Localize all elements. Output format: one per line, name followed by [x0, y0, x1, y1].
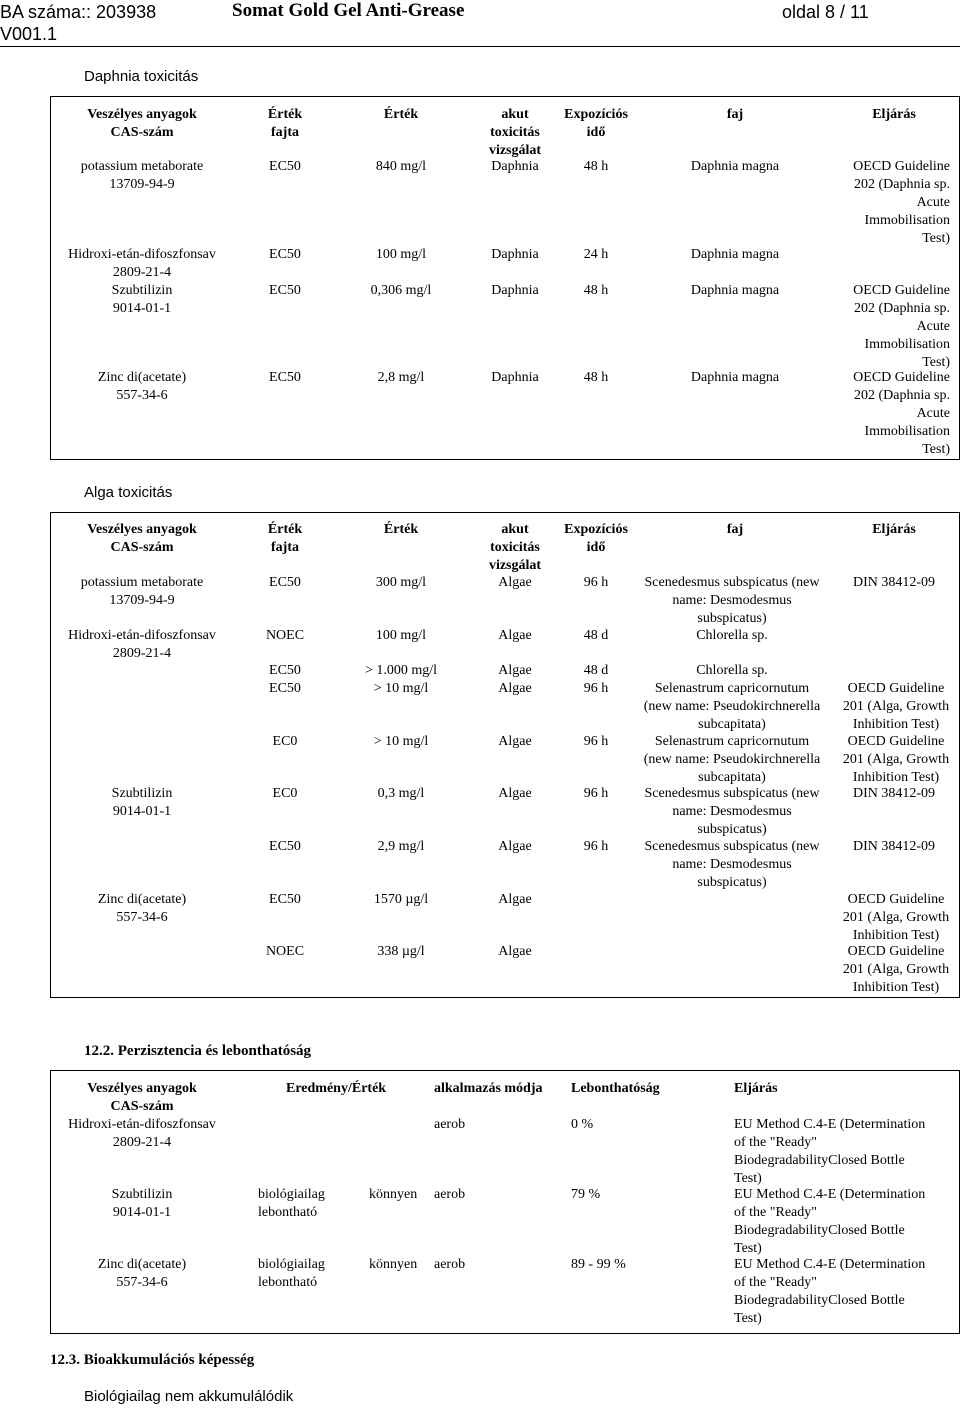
persistence-row-2-result-c: lebontható [258, 1205, 318, 1220]
daphnia-row-1-exposure: 48 h [583, 159, 609, 174]
bioaccumulation-text: Biológiailag nem akkumulálódik [84, 1388, 294, 1405]
daphnia-row-4-species: Daphnia magna [690, 370, 780, 385]
alga-row-7-value: 2,9 mg/l [377, 839, 425, 854]
persistence-row-1-degradability: 0 % [571, 1117, 594, 1132]
alga-row-7-test: Algae [498, 839, 532, 854]
alga-row-4-exposure: 96 h [583, 681, 609, 696]
alga-row-7-type: EC50 [269, 839, 301, 854]
daphnia-row-1-species: Daphnia magna [690, 159, 780, 174]
page-number: oldal 8 / 11 [782, 2, 869, 22]
daphnia-row-2-value: 100 mg/l [375, 247, 427, 262]
bioaccumulation-title: 12.3. Bioakkumulációs képesség [50, 1352, 255, 1368]
daphnia-row-2-exposure: 24 h [583, 247, 609, 262]
alga-row-4-method: OECD Guideline 201 (Alga, Growth Inhibition Test) [842, 681, 950, 732]
alga-header-substance: Veszélyes anyagok CAS-szám [87, 522, 197, 555]
daphnia-row-3-test: Daphnia [491, 283, 539, 298]
alga-header-method: Eljárás [872, 522, 916, 537]
daphnia-row-4-value: 2,8 mg/l [377, 370, 425, 385]
alga-row-6-exposure: 96 h [583, 786, 609, 801]
alga-row-1-type: EC50 [269, 575, 301, 590]
daphnia-row-1-value: 840 mg/l [375, 159, 427, 174]
alga-row-9-test: Algae [498, 944, 532, 959]
daphnia-substance-4: Zinc di(acetate) 557-34-6 [97, 370, 187, 403]
persistence-substance-3: Zinc di(acetate) 557-34-6 [97, 1257, 187, 1290]
alga-row-5-method: OECD Guideline 201 (Alga, Growth Inhibition Test) [842, 734, 950, 785]
alga-row-7-species: Scenedesmus subspicatus (new name: Desmodesmus subspicatus) [644, 839, 820, 890]
alga-row-3-type: EC50 [269, 663, 301, 678]
alga-row-2-test: Algae [498, 628, 532, 643]
alga-row-6-type: EC0 [272, 786, 298, 801]
document-version: V001.1 [0, 24, 58, 44]
persistence-title: 12.2. Perzisztencia és lebonthatóság [84, 1043, 312, 1059]
alga-row-4-type: EC50 [269, 681, 301, 696]
alga-header-value-type: Érték fajta [267, 522, 303, 555]
alga-header-value: Érték [383, 522, 419, 537]
daphnia-header-value: Érték [383, 107, 419, 122]
daphnia-header-value-type: Érték fajta [267, 107, 303, 140]
alga-row-9-value: 338 µg/l [377, 944, 425, 959]
alga-row-7-exposure: 96 h [583, 839, 609, 854]
alga-substance-2: Hidroxi-etán-difoszfonsav 2809-21-4 [68, 628, 216, 661]
persistence-row-2-result-a: biológiailag [258, 1187, 325, 1202]
alga-row-5-type: EC0 [272, 734, 298, 749]
daphnia-row-4-method: OECD Guideline 202 (Daphnia sp. Acute Immobilisation Test) [853, 370, 950, 457]
daphnia-row-4-type: EC50 [269, 370, 301, 385]
alga-row-8-value: 1570 µg/l [373, 892, 429, 907]
daphnia-row-3-value: 0,306 mg/l [370, 283, 432, 298]
alga-row-8-test: Algae [498, 892, 532, 907]
persistence-row-2-result-b: könnyen [369, 1187, 418, 1202]
alga-row-4-test: Algae [498, 681, 532, 696]
persistence-row-2-degradability: 79 % [571, 1187, 601, 1202]
daphnia-row-3-species: Daphnia magna [690, 283, 780, 298]
alga-row-1-test: Algae [498, 575, 532, 590]
document-id: BA száma:: 203938 [0, 2, 157, 22]
alga-substance-3: Szubtilizin 9014-01-1 [111, 786, 173, 819]
alga-substance-4: Zinc di(acetate) 557-34-6 [97, 892, 187, 925]
daphnia-row-4-exposure: 48 h [583, 370, 609, 385]
persistence-header-degradability: Lebonthatóság [571, 1081, 660, 1096]
alga-row-8-type: EC50 [269, 892, 301, 907]
daphnia-title: Daphnia toxicitás [84, 68, 199, 85]
alga-header-test: akut toxicitás vizsgálat [488, 522, 542, 573]
daphnia-substance-3: Szubtilizin 9014-01-1 [111, 283, 173, 316]
alga-row-8-method: OECD Guideline 201 (Alga, Growth Inhibition Test) [842, 892, 950, 943]
alga-title: Alga toxicitás [84, 484, 173, 501]
persistence-header-application: alkalmazás módja [434, 1081, 543, 1096]
alga-row-3-test: Algae [498, 663, 532, 678]
alga-row-4-species: Selenastrum capricornutum (new name: Pseudokirchnerella subcapitata) [643, 681, 821, 732]
persistence-row-3-result-b: könnyen [369, 1257, 418, 1272]
persistence-header-substance: Veszélyes anyagok CAS-szám [87, 1081, 197, 1114]
alga-row-6-value: 0,3 mg/l [377, 786, 425, 801]
persistence-row-2-application: aerob [434, 1187, 466, 1202]
daphnia-header-method: Eljárás [872, 107, 916, 122]
alga-row-2-type: NOEC [265, 628, 305, 643]
alga-row-6-test: Algae [498, 786, 532, 801]
alga-header-exposure: Expozíciós idő [564, 522, 628, 555]
persistence-substance-1: Hidroxi-etán-difoszfonsav 2809-21-4 [68, 1117, 216, 1150]
alga-row-1-value: 300 mg/l [375, 575, 427, 590]
alga-row-3-exposure: 48 d [583, 663, 609, 678]
daphnia-row-1-type: EC50 [269, 159, 301, 174]
daphnia-substance-1: potassium metaborate 13709-94-9 [80, 159, 204, 192]
daphnia-row-2-species: Daphnia magna [690, 247, 780, 262]
alga-row-1-method: DIN 38412-09 [852, 575, 936, 590]
daphnia-substance-2: Hidroxi-etán-difoszfonsav 2809-21-4 [68, 247, 216, 280]
persistence-header-result: Eredmény/Érték [286, 1081, 387, 1096]
daphnia-row-4-test: Daphnia [491, 370, 539, 385]
persistence-row-3-method: EU Method C.4-E (Determination of the "Ready" BiodegradabilityClosed Bottle Test) [734, 1257, 926, 1326]
alga-row-5-species: Selenastrum capricornutum (new name: Pseudokirchnerella subcapitata) [643, 734, 821, 785]
alga-row-2-value: 100 mg/l [375, 628, 427, 643]
alga-row-3-species: Chlorella sp. [696, 663, 768, 678]
alga-row-1-exposure: 96 h [583, 575, 609, 590]
alga-row-1-species: Scenedesmus subspicatus (new name: Desmodesmus subspicatus) [644, 575, 820, 626]
daphnia-row-2-type: EC50 [269, 247, 301, 262]
daphnia-header-test: akut toxicitás vizsgálat [488, 107, 542, 158]
alga-row-6-method: DIN 38412-09 [852, 786, 936, 801]
header-divider [0, 46, 960, 47]
alga-substance-1: potassium metaborate 13709-94-9 [80, 575, 204, 608]
daphnia-row-3-type: EC50 [269, 283, 301, 298]
daphnia-row-3-method: OECD Guideline 202 (Daphnia sp. Acute Immobilisation Test) [853, 283, 950, 370]
daphnia-row-2-test: Daphnia [491, 247, 539, 262]
daphnia-row-1-method: OECD Guideline 202 (Daphnia sp. Acute Immobilisation Test) [853, 159, 950, 246]
alga-row-2-exposure: 48 d [583, 628, 609, 643]
alga-row-2-species: Chlorella sp. [696, 628, 768, 643]
persistence-row-1-method: EU Method C.4-E (Determination of the "Ready" BiodegradabilityClosed Bottle Test) [734, 1117, 926, 1186]
persistence-row-3-degradability: 89 - 99 % [571, 1257, 626, 1272]
alga-row-9-method: OECD Guideline 201 (Alga, Growth Inhibition Test) [842, 944, 950, 995]
alga-row-4-value: > 10 mg/l [373, 681, 429, 696]
persistence-row-3-result-a: biológiailag [258, 1257, 325, 1272]
daphnia-header-species: faj [726, 107, 744, 122]
alga-row-5-value: > 10 mg/l [373, 734, 429, 749]
alga-header-species: faj [726, 522, 744, 537]
product-name: Somat Gold Gel Anti-Grease [232, 0, 465, 21]
persistence-substance-2: Szubtilizin 9014-01-1 [111, 1187, 173, 1220]
persistence-row-1-application: aerob [434, 1117, 466, 1132]
daphnia-header-exposure: Expozíciós idő [564, 107, 628, 140]
daphnia-row-1-test: Daphnia [491, 159, 539, 174]
daphnia-header-substance: Veszélyes anyagok CAS-szám [87, 107, 197, 140]
persistence-row-3-application: aerob [434, 1257, 466, 1272]
alga-row-3-value: > 1.000 mg/l [364, 663, 438, 678]
alga-row-5-test: Algae [498, 734, 532, 749]
alga-row-5-exposure: 96 h [583, 734, 609, 749]
persistence-row-3-result-c: lebontható [258, 1275, 318, 1290]
persistence-header-method: Eljárás [734, 1081, 778, 1096]
alga-row-7-method: DIN 38412-09 [852, 839, 936, 854]
daphnia-row-3-exposure: 48 h [583, 283, 609, 298]
alga-row-9-type: NOEC [265, 944, 305, 959]
persistence-row-2-method: EU Method C.4-E (Determination of the "Ready" BiodegradabilityClosed Bottle Test) [734, 1187, 926, 1256]
alga-row-6-species: Scenedesmus subspicatus (new name: Desmodesmus subspicatus) [644, 786, 820, 837]
